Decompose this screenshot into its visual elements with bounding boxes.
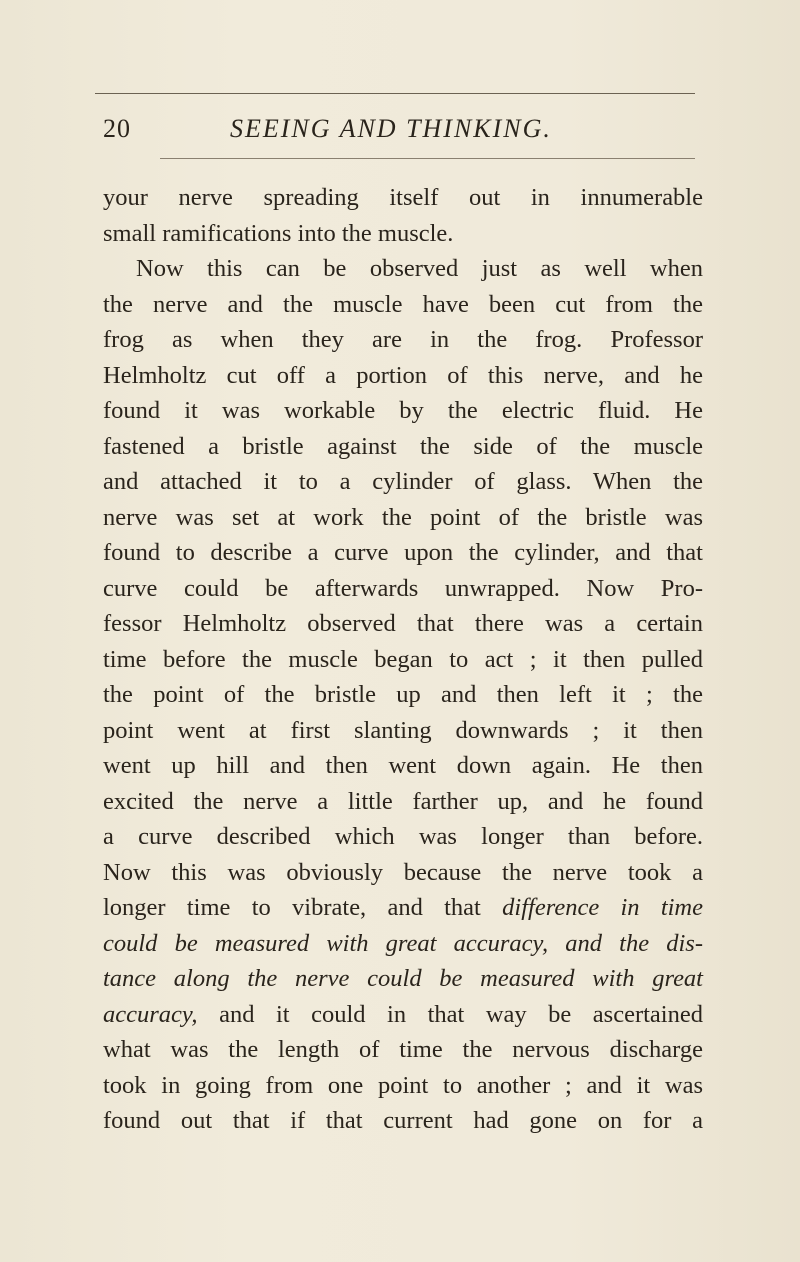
- text-line: time before the muscle began to act ; it then pulled: [103, 645, 703, 673]
- page-number: 20: [103, 114, 131, 143]
- text-line: Now this can be observed just as well when: [136, 255, 703, 282]
- text-line: nerve was set at work the point of the bristle was: [103, 503, 703, 531]
- italic-run: tance along the nerve could be measured with great: [103, 965, 703, 992]
- text-run: longer time to vibrate, and that: [103, 894, 503, 921]
- text-line: found out that if that current had gone on for a: [103, 1107, 703, 1134]
- text-line: [103, 961, 703, 997]
- text-line: [103, 890, 703, 926]
- header-rule-bottom: [160, 158, 695, 159]
- header-rule-top: [95, 93, 695, 94]
- text-line: the nerve and the muscle have been cut from the: [103, 290, 703, 318]
- text-line: [103, 997, 703, 1033]
- text-line: found it was workable by the electric fluid. He: [103, 397, 703, 424]
- running-title: SEEING AND THINKING.: [230, 114, 552, 143]
- text-line: and attached it to a cylinder of glass. When the: [103, 468, 703, 495]
- italic-run: difference in time: [502, 894, 704, 921]
- text-line: found to describe a curve upon the cylinder, and that: [103, 539, 703, 566]
- text-line: what was the length of time the nervous discharge: [103, 1036, 703, 1063]
- text-line: fessor Helmholtz observed that there was a certain: [103, 610, 703, 637]
- text-line: Helmholtz cut off a portion of this nerve, and he: [103, 361, 703, 389]
- running-head: [103, 109, 703, 149]
- text-line: [103, 926, 703, 962]
- text-line: went up hill and then went down again. He then: [103, 752, 703, 779]
- italic-run: could be measured with great accuracy, and the dis-: [103, 929, 703, 957]
- text-line: excited the nerve a little farther up, and he found: [103, 787, 703, 815]
- text-line: took in going from one point to another ; and it was: [103, 1071, 703, 1099]
- text-line: curve could be afterwards unwrapped. Now Pro-: [103, 574, 703, 602]
- text-run: and it could in that way be ascertained: [197, 1000, 703, 1028]
- text-line: your nerve spreading itself out in innumerable: [103, 184, 703, 211]
- text-line: frog as when they are in the frog. Professor: [103, 326, 703, 353]
- text-line: a curve described which was longer than before.: [103, 823, 703, 850]
- text-line: fastened a bristle against the side of the muscle: [103, 432, 703, 460]
- text-line: small ramifications into the muscle.: [103, 219, 454, 247]
- italic-run: accuracy,: [103, 1000, 198, 1028]
- body-text: [103, 180, 703, 1139]
- text-line: Now this was obviously because the nerve took a: [103, 858, 703, 886]
- text-line: the point of the bristle up and then left it ; the: [103, 681, 703, 708]
- text-line: point went at first slanting downwards ; it then: [103, 716, 703, 744]
